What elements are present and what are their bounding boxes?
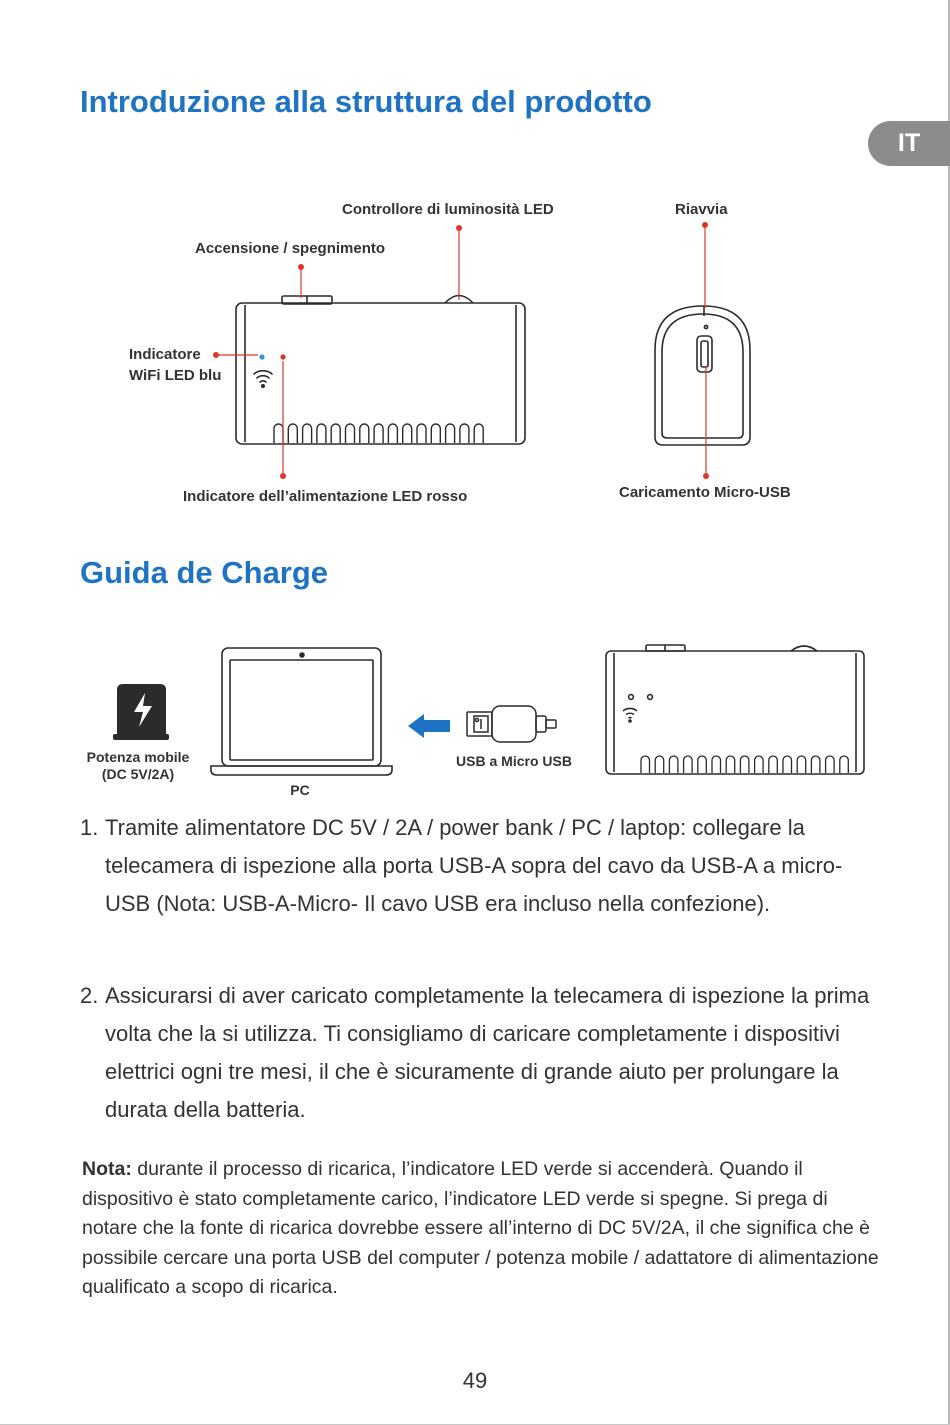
callout-wifi-led-line2: WiFi LED blu bbox=[129, 367, 222, 384]
note-text: durante il processo di ricarica, l’indicatore LED verde si accenderà. Quando il dispositivo è stato completamente carico, l’indicatore LED verde si spegne. Si prega di notare che la fonte di ricarica dovrebbe essere all’interno di DC 5V/2A, il che significa che è possibile cercare una porta USB del computer / potenza mobile / adattatore di alimentazione qualificato a scopo di ricarica. bbox=[82, 1158, 879, 1298]
callout-power-switch: Accensione / spegnimento bbox=[195, 240, 386, 257]
page-number: 49 bbox=[462, 1368, 488, 1393]
callout-brightness-controller: Controllore di luminosità LED bbox=[342, 201, 554, 218]
step-2 bbox=[80, 977, 870, 1129]
callout-wifi-led-line1: Indicatore bbox=[129, 346, 201, 363]
step-2-text: Assicurarsi di aver caricato completamente la telecamera di ispezione la prima volta che la si utilizza. Ti consigliamo di caricare completamente i dispositivi elettrici ogni tre mesi, il che è sicuramente di grande aiuto per prolungare la durata della batteria. bbox=[105, 983, 870, 1122]
step-1-text: Tramite alimentatore DC 5V / 2A / power bank / PC / laptop: collegare la telecamera di ispezione alla porta USB-A sopra del cavo da USB-A a micro-USB (Nota: USB-A-Micro- Il cavo USB era incluso nella confezione). bbox=[105, 815, 843, 916]
label-power-bank bbox=[84, 749, 192, 783]
note-label: Nota: bbox=[82, 1158, 132, 1180]
label-pc: PC bbox=[290, 782, 310, 798]
note-paragraph bbox=[82, 1155, 882, 1303]
label-power-bank-line2: (DC 5V/2A) bbox=[101, 766, 175, 782]
label-usb-cable: USB a Micro USB bbox=[456, 753, 572, 769]
step-2-number: 2. bbox=[80, 983, 99, 1008]
section-title-charging: Guida de Charge bbox=[80, 555, 329, 590]
device-charging bbox=[606, 645, 864, 774]
callout-reset: Riavvia bbox=[675, 201, 728, 218]
vent-grille-charging bbox=[641, 756, 848, 773]
step-1-number: 1. bbox=[80, 815, 99, 840]
step-1 bbox=[80, 809, 870, 923]
language-tab: IT bbox=[868, 121, 950, 166]
power-bank-icon bbox=[113, 684, 169, 740]
callout-micro-usb: Caricamento Micro-USB bbox=[619, 484, 791, 501]
usb-cable-icon bbox=[467, 706, 556, 742]
section-title-structure: Introduzione alla struttura del prodotto bbox=[80, 84, 652, 119]
callout-red-led: Indicatore dell’alimentazione LED rosso bbox=[183, 488, 468, 505]
label-power-bank-line1: Potenza mobile bbox=[86, 749, 190, 765]
arrow-icon bbox=[408, 714, 450, 738]
laptop-icon bbox=[211, 648, 392, 775]
